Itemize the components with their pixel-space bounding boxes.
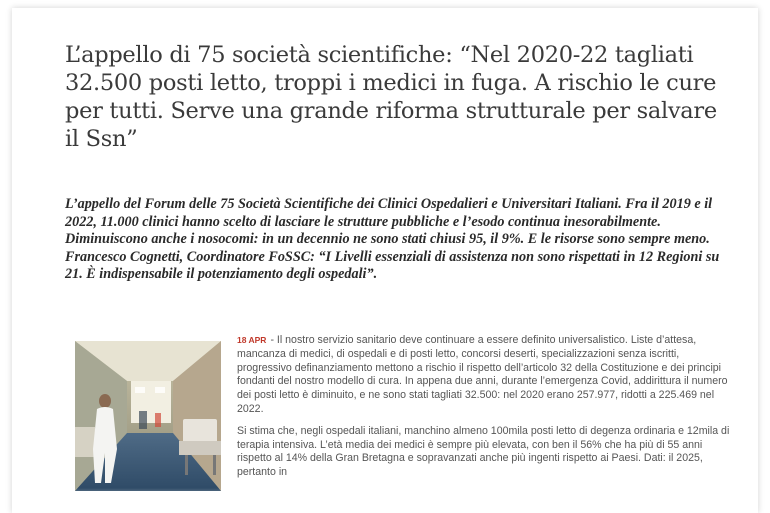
paragraph-1-text: - Il nostro servizio sanitario deve continuare a essere definito universalistico. Liste d’attesa, mancanza di medici, di ospedali e di posti letto, concorsi deserti, specializzazioni senza iscritti, progressivo definanziamento mettono a rischio il rispetto dell’articolo 32 della Costituzione e dei principi fondanti del nostro modello di cura. In appena due anni, durante l’emergenza Covid, addirittura il numero dei posti letto è diminuito, e ne sono stati tagliati 32.500: nel 2020 erano 257.977, ridotti a 225.469 nel 2022. [237,334,728,415]
article-page [12,8,758,513]
article-lede: L’appello del Forum delle 75 Società Scientifiche dei Clinici Ospedalieri e Universitari Italiani. Fra il 2019 e il 2022, 11.000 clinici hanno scelto di lasciare le strutture pubbliche e l’esodo continua inesorabilmente. Diminuiscono anche i nosocomi: in un decennio ne sono stati chiusi 95, il 9%. E le risorse sono sempre meno. Francesco Cognetti, Coordinatore FoSSC: “I Livelli essenziali di assistenza non sono rispettati in 12 Regioni su 21. È indispensabile il potenziamento degli ospedali”. [65,196,720,283]
hospital-corridor-image [75,341,221,491]
body-paragraph-1 [237,334,733,417]
article-date: 18 APR [237,335,267,345]
article-body [237,334,733,488]
body-paragraph-2: Si stima che, negli ospedali italiani, manchino almeno 100mila posti letto di degenza ordinaria e 12mila di terapia intensiva. L’età media dei medici è sempre più elevata, con ben il 56% che ha più di 55 anni rispetto al 14% della Gran Bretagna e sopravanzati anche più ingenti rispetto ai Paesi. Dati: il 2025, pertanto in [237,424,730,479]
bottom-fade [12,488,758,513]
article-photo-hospital-corridor[interactable] [75,341,221,491]
article-headline: L’appello di 75 società scientifiche: “Nel 2020-22 tagliati 32.500 posti letto, troppi i medici in fuga. A rischio le cure per tutti. Serve una grande riforma strutturale per salvare il Ssn” [65,42,717,152]
